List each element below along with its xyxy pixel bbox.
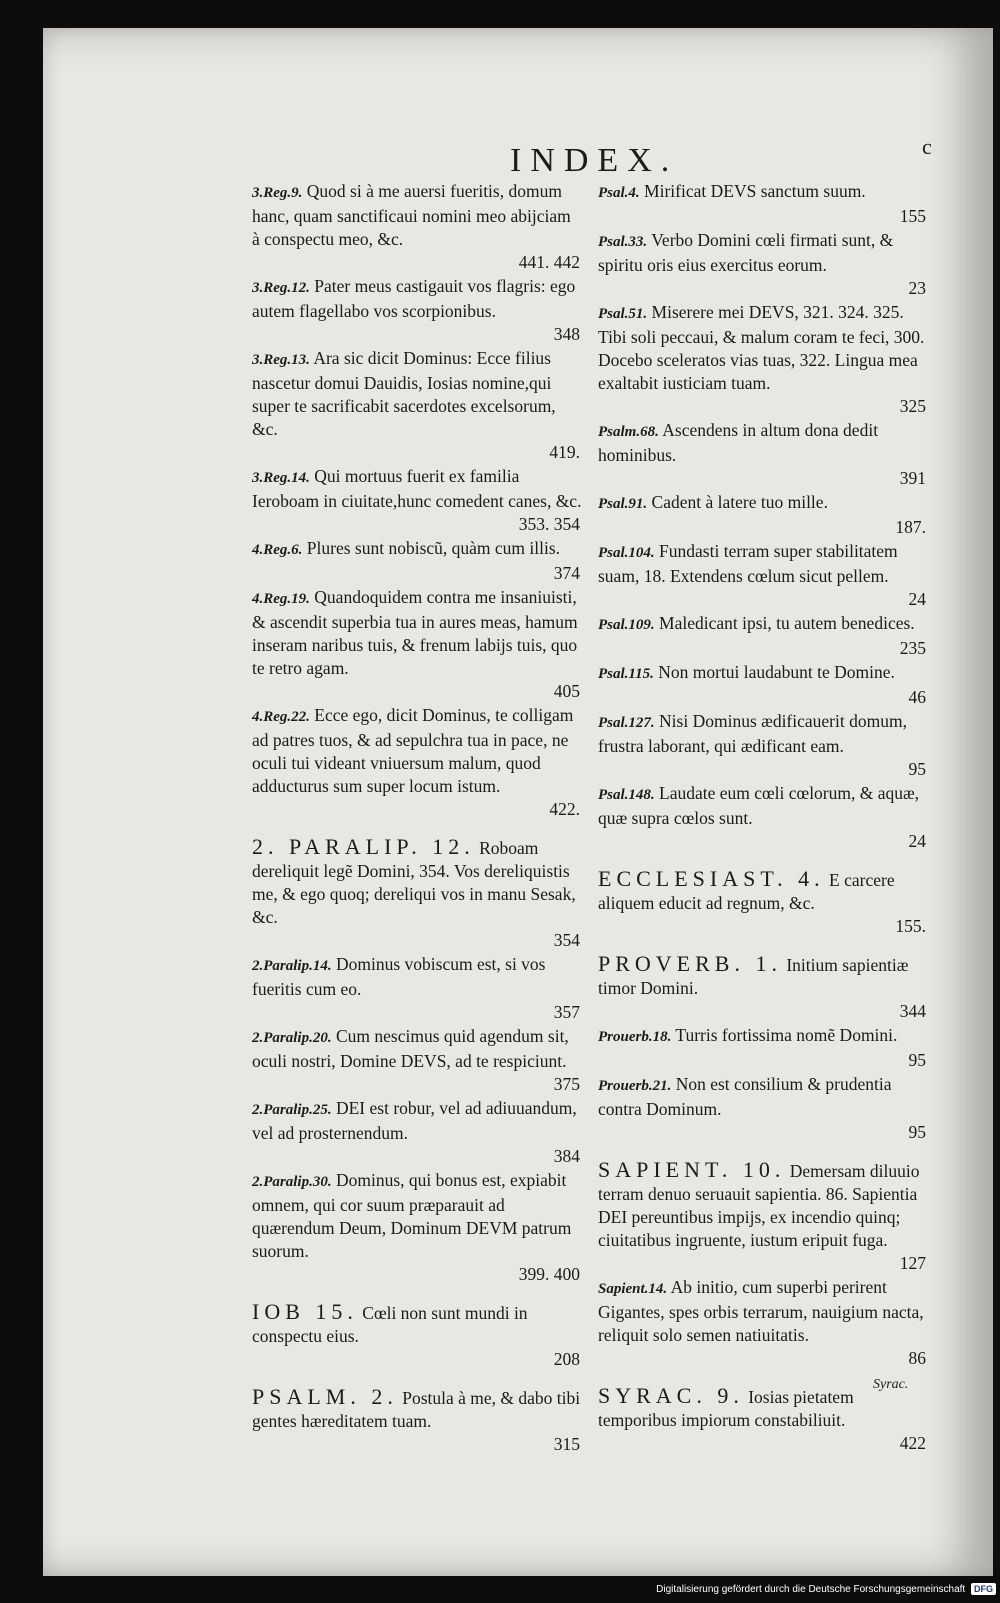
- entry-page-number: 127: [899, 1253, 926, 1273]
- entry-page-number: 375: [553, 1074, 580, 1094]
- entry-reference: 3.Reg.13.: [252, 352, 310, 368]
- index-entry: [252, 953, 582, 1024]
- index-entry: [252, 465, 582, 536]
- entry-reference: ECCLESIAST. 4.: [598, 866, 825, 891]
- index-entry: [598, 1073, 928, 1144]
- index-entry: [252, 1025, 582, 1096]
- entry-page-number: 208: [553, 1349, 580, 1369]
- index-entry: [598, 1384, 928, 1455]
- entry-reference: Psal.33.: [598, 234, 648, 250]
- entry-text: E carcere aliquem educit ad regnum, &c.: [598, 870, 895, 913]
- entry-reference: 2.Paralip.30.: [252, 1174, 332, 1190]
- entry-reference: Psal.115.: [598, 666, 654, 682]
- entry-reference: Psal.127.: [598, 715, 655, 731]
- entry-page-number: 325: [899, 396, 926, 416]
- index-entry: [598, 782, 928, 853]
- entry-reference: 3.Reg.14.: [252, 470, 310, 486]
- entry-page-number: 95: [908, 1050, 926, 1070]
- index-entry: [598, 710, 928, 781]
- entry-page-number: 344: [899, 1001, 926, 1021]
- entry-text: Ara sic dicit Dominus: Ecce filius nascetur domui Dauidis, Iosias nomine,qui super te sacrificabit sacerdotes excelsorum, &c.: [252, 348, 556, 439]
- entry-page-number: 384: [553, 1146, 580, 1166]
- entry-text: Ab initio, cum superbi perirent Gigantes, spes orbis terrarum, nauigium nacta, reliquit solo semen natiuitatis.: [598, 1277, 924, 1345]
- entry-reference: 2.Paralip.14.: [252, 958, 332, 974]
- entry-text: Postula à me, & dabo tibi gentes hæreditatem tuam.: [252, 1388, 581, 1431]
- entry-reference: Psal.4.: [598, 185, 640, 201]
- page-title: INDEX.: [510, 142, 679, 179]
- entry-reference: IOB 15.: [252, 1299, 358, 1324]
- entry-page-number: 391: [899, 468, 926, 488]
- entry-text: Mirificat DEVS sanctum suum.: [644, 181, 866, 201]
- entry-text: Quandoquidem contra me insaniuisti, & ascendit superbia tua in aures meas, hamum inseram naribus tuis, & frenum labijs tuis, quo te retro agam.: [252, 587, 578, 678]
- index-entry: [252, 537, 582, 585]
- index-column-left: [252, 180, 582, 1457]
- entry-reference: Psal.109.: [598, 617, 655, 633]
- entry-text: Miserere mei DEVS, 321. 324. 325. Tibi soli peccaui, & malum coram te feci, 300. Docebo sceleratos vias tuas, 322. Lingua mea exaltabit iusticiam tuam.: [598, 302, 925, 393]
- entry-text: Dominus vobiscum est, si vos fueritis cum eo.: [252, 954, 546, 999]
- entry-text: DEI est robur, vel ad adiuuandum, vel ad prosternendum.: [252, 1098, 577, 1143]
- entry-reference: 2.Paralip.25.: [252, 1102, 332, 1118]
- dfg-logo: DFG: [971, 1583, 996, 1595]
- entry-text: Plures sunt nobiscũ, quàm cum illis.: [306, 538, 561, 558]
- entry-text: Non est consilium & prudentia contra Dominum.: [598, 1074, 892, 1119]
- index-entry: [598, 301, 928, 418]
- entry-reference: Prouerb.21.: [598, 1078, 672, 1094]
- entry-page-number: 155.: [895, 916, 926, 936]
- footer-text: Digitalisierung gefördert durch die Deutsche Forschungsgemeinschaft: [656, 1584, 966, 1595]
- entry-page-number: 419.: [549, 442, 580, 462]
- entry-page-number: 399. 400: [518, 1264, 580, 1284]
- entry-page-number: 353. 354: [518, 514, 580, 534]
- index-entry: [598, 1024, 928, 1072]
- entry-reference: 3.Reg.12.: [252, 280, 310, 296]
- index-entry: [252, 1385, 582, 1456]
- entry-page-number: 86: [908, 1348, 926, 1368]
- index-entry: [598, 1158, 928, 1275]
- entry-text: Maledicant ipsi, tu autem benedices.: [659, 613, 915, 633]
- index-entry: [252, 275, 582, 346]
- entry-text: Roboam dereliquit legẽ Domini, 354. Vos dereliquistis me, & ego quoq; dereliqui vos in manu Sesak, &c.: [252, 838, 576, 927]
- entry-text: Non mortui laudabunt te Domine.: [658, 662, 895, 682]
- entry-text: Ecce ego, dicit Dominus, te colligam ad patres tuos, & ad sepulchra tua in pace, ne oculi tui videant vniuersum malum, quod adducturus sum super locum istum.: [252, 705, 574, 796]
- entry-text: Demersam diluuio terram denuo seruauit sapientia. 86. Sapientia DEI pereuntibus impijs, ex incendio quinq; ciuitatibus ingruente, iustum eripuit fuga.: [598, 1161, 920, 1250]
- entry-reference: 3.Reg.9.: [252, 185, 303, 201]
- entry-reference: Sapient.14.: [598, 1281, 668, 1297]
- entry-text: Turris fortissima nomẽ Domini.: [675, 1025, 898, 1045]
- entry-reference: Prouerb.18.: [598, 1029, 672, 1045]
- index-entry: [252, 1097, 582, 1168]
- entry-page-number: 95: [908, 1122, 926, 1142]
- entry-page-number: 24: [908, 831, 926, 851]
- entry-text: Laudate eum cœli cœlorum, & aquæ, quæ supra cœlos sunt.: [598, 783, 920, 828]
- entry-page-number: 348: [553, 324, 580, 344]
- entry-text: Dominus, qui bonus est, expiabit omnem, qui cor suum præparauit ad quærendum Deum, Dominum DEVM patrum suorum.: [252, 1170, 572, 1261]
- entry-reference: Psal.104.: [598, 545, 655, 561]
- entry-text: Pater meus castigauit vos flagris: ego autem flagellabo vos scorpionibus.: [252, 276, 576, 321]
- corner-mark: c: [922, 134, 932, 159]
- entry-reference: PROVERB. 1.: [598, 951, 782, 976]
- entry-page-number: 187.: [895, 517, 926, 537]
- entry-reference: Psal.51.: [598, 306, 648, 322]
- entry-reference: Psal.91.: [598, 496, 648, 512]
- entry-page-number: 422: [899, 1433, 926, 1453]
- index-entry: [598, 491, 928, 539]
- entry-reference: Psal.148.: [598, 787, 655, 803]
- entry-text: Quod si à me auersi fueritis, domum hanc, quam sanctificaui nomini meo abijciam à conspectu meo, &c.: [252, 181, 571, 249]
- entry-page-number: 374: [553, 563, 580, 583]
- entry-text: Qui mortuus fuerit ex familia Ieroboam in ciuitate,hunc comedent canes, &c.: [252, 466, 582, 511]
- index-entry: [252, 1169, 582, 1286]
- entry-page-number: 24: [908, 589, 926, 609]
- index-entry: [252, 586, 582, 703]
- entry-page-number: 46: [908, 687, 926, 707]
- index-entry: [252, 835, 582, 952]
- entry-page-number: 95: [908, 759, 926, 779]
- digitization-footer: [656, 1583, 996, 1595]
- index-entry: [598, 180, 928, 228]
- entry-reference: Psalm.68.: [598, 424, 659, 440]
- index-entry: [598, 867, 928, 938]
- entry-text: Cœli non sunt mundi in conspectu eius.: [252, 1303, 528, 1346]
- index-column-right: [598, 180, 928, 1456]
- entry-page-number: 357: [553, 1002, 580, 1022]
- entry-reference: PSALM. 2.: [252, 1384, 398, 1409]
- entry-page-number: 235: [899, 638, 926, 658]
- entry-text: Initium sapientiæ timor Domini.: [598, 955, 909, 998]
- entry-page-number: 23: [908, 278, 926, 298]
- index-entry: [598, 419, 928, 490]
- entry-reference: 4.Reg.19.: [252, 591, 310, 607]
- entry-page-number: 354: [553, 930, 580, 950]
- entry-reference: 4.Reg.6.: [252, 542, 303, 558]
- entry-reference: 2. PARALIP. 12.: [252, 834, 475, 859]
- catchword: Syrac.: [873, 1377, 909, 1392]
- index-entry: [598, 661, 928, 709]
- entry-reference: 4.Reg.22.: [252, 709, 310, 725]
- index-entry: [598, 952, 928, 1023]
- index-entry: [252, 704, 582, 821]
- entry-text: Ascendens in altum dona dedit hominibus.: [598, 420, 879, 465]
- index-entry: [598, 540, 928, 611]
- entry-text: Cum nescimus quid agendum sit, oculi nostri, Domine DEVS, ad te respiciunt.: [252, 1026, 569, 1071]
- index-entry: [252, 347, 582, 464]
- entry-page-number: 155: [899, 206, 926, 226]
- entry-page-number: 405: [553, 681, 580, 701]
- entry-text: Verbo Domini cœli firmati sunt, & spiritu oris eius exercitus eorum.: [598, 230, 894, 275]
- entry-reference: SAPIENT. 10.: [598, 1157, 786, 1182]
- index-entry: [598, 612, 928, 660]
- index-entry: [598, 1276, 928, 1370]
- index-entry: [252, 1300, 582, 1371]
- entry-reference: SYRAC. 9.: [598, 1383, 744, 1408]
- index-entry: [252, 180, 582, 274]
- entry-reference: 2.Paralip.20.: [252, 1030, 332, 1046]
- entry-page-number: 441. 442: [518, 252, 580, 272]
- entry-text: Nisi Dominus ædificauerit domum, frustra laborant, qui ædificant eam.: [598, 711, 907, 756]
- entry-page-number: 315: [553, 1434, 580, 1454]
- entry-text: Iosias pietatem temporibus impiorum constabiliuit.: [598, 1387, 854, 1430]
- entry-page-number: 422.: [549, 799, 580, 819]
- entry-text: Cadent à latere tuo mille.: [651, 492, 828, 512]
- entry-text: Fundasti terram super stabilitatem suam, 18. Extendens cœlum sicut pellem.: [598, 541, 898, 586]
- index-entry: [598, 229, 928, 300]
